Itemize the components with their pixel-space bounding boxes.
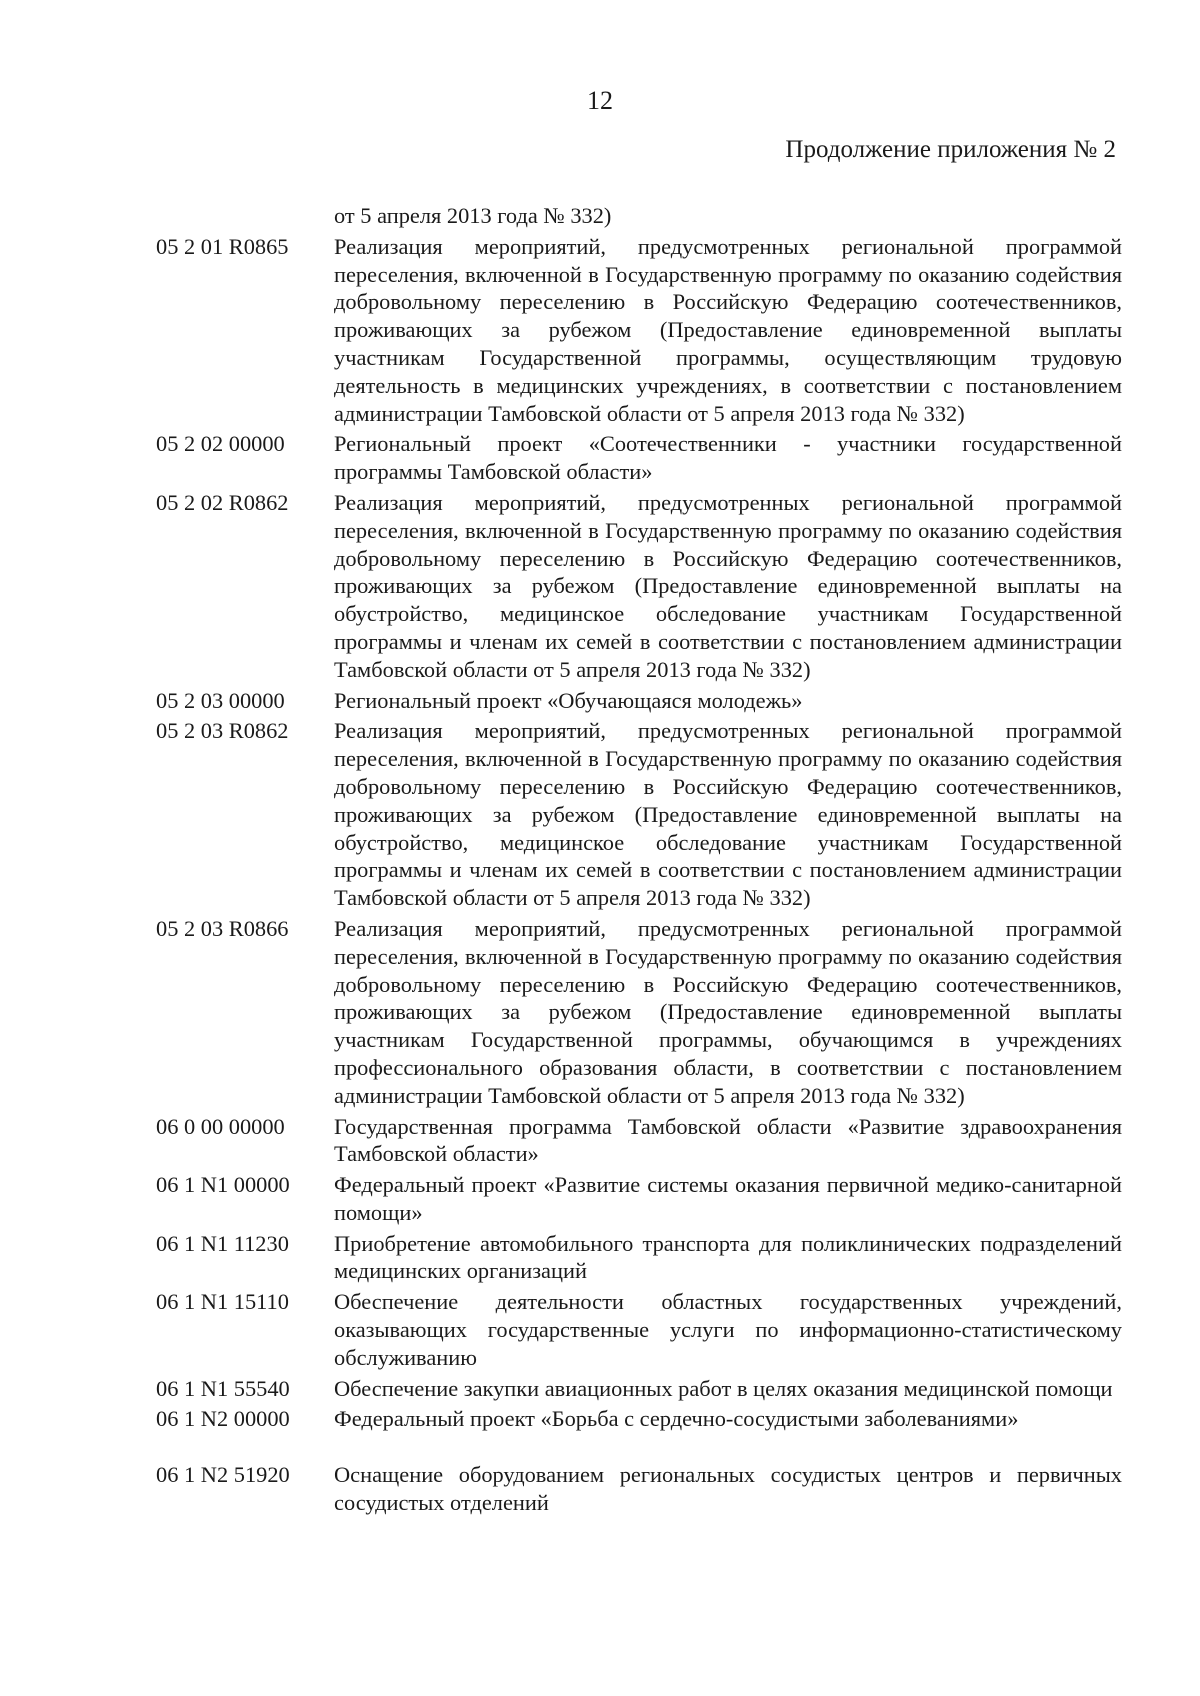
entry-description: Федеральный проект «Борьба с сердечно-сосудистыми заболеваниями» — [334, 1406, 1019, 1432]
entry-code: 06 1 N1 11230 — [156, 1230, 289, 1256]
list-item — [156, 1461, 1122, 1517]
list-item — [156, 1113, 1122, 1169]
entry-code: 05 2 02 00000 — [156, 431, 285, 457]
entry-code: 06 1 N1 00000 — [156, 1172, 290, 1198]
entry-code: 06 1 N2 51920 — [156, 1462, 290, 1488]
entry-description: Оснащение оборудованием региональных сосудистых центров и первичных сосудистых отделений — [334, 1462, 1122, 1516]
appendix-continuation-heading: Продолжение приложения № 2 — [785, 136, 1116, 163]
entry-description: от 5 апреля 2013 года № 332) — [334, 203, 612, 228]
entry-code: 05 2 02 R0862 — [156, 489, 289, 515]
list-item — [156, 1230, 1122, 1286]
entry-description: Региональный проект «Соотечественники - участники государственной программы Тамбовской области» — [334, 431, 1122, 485]
list-item — [156, 1405, 1122, 1433]
entry-code — [156, 202, 334, 230]
page-number: 12 — [587, 86, 613, 115]
entry-code: 05 2 03 R0866 — [156, 915, 289, 941]
entry-description: Обеспечение закупки авиационных работ в целях оказания медицинской помощи — [334, 1375, 1113, 1401]
list-item — [156, 1375, 1122, 1403]
entry-code: 06 1 N2 00000 — [156, 1406, 290, 1432]
list-item — [156, 1171, 1122, 1227]
list-item — [156, 233, 1122, 428]
list-item — [156, 202, 1122, 230]
entry-description: Государственная программа Тамбовской области «Развитие здравоохранения Тамбовской области» — [334, 1113, 1122, 1167]
entry-code: 06 0 00 00000 — [156, 1113, 285, 1139]
list-item — [156, 489, 1122, 684]
entry-code: 06 1 N1 55540 — [156, 1375, 290, 1401]
entry-description: Региональный проект «Обучающаяся молодежь» — [334, 687, 803, 713]
list-item — [156, 915, 1122, 1110]
entry-description: Реализация мероприятий, предусмотренных региональной программой переселения, включенной в Государственную программу по оказанию содействия добровольному переселению в Российскую Федерацию соотечественников, проживающих за рубежом (Предоставление единовременной выплаты на обустройство, медицинское обследование участникам Государственной программы и членам их семей в соответствии с постановлением администрации Тамбовской области от 5 апреля 2013 года № 332) — [334, 489, 1122, 682]
list-item — [156, 717, 1122, 912]
classification-list — [156, 202, 1122, 1520]
entry-description: Обеспечение деятельности областных государственных учреждений, оказывающих государственные услуги по информационно-статистическому обслуживанию — [334, 1289, 1122, 1370]
list-item — [156, 430, 1122, 486]
entry-description: Реализация мероприятий, предусмотренных региональной программой переселения, включенной в Государственную программу по оказанию содействия добровольному переселению в Российскую Федерацию соотечественников, проживающих за рубежом (Предоставление единовременной выплаты участникам Государственной программы, обучающимся в учреждениях профессионального образования области, в соответствии с постановлением администрации Тамбовской области от 5 апреля 2013 года № 332) — [334, 915, 1122, 1108]
entry-description: Приобретение автомобильного транспорта для поликлинических подразделений медицинских организаций — [334, 1230, 1122, 1284]
entry-code: 05 2 01 R0865 — [156, 233, 289, 259]
entry-code: 05 2 03 00000 — [156, 687, 285, 713]
entry-code: 05 2 03 R0862 — [156, 718, 289, 744]
entry-description: Реализация мероприятий, предусмотренных региональной программой переселения, включенной в Государственную программу по оказанию содействия добровольному переселению в Российскую Федерацию соотечественников, проживающих за рубежом (Предоставление единовременной выплаты на обустройство, медицинское обследование участникам Государственной программы и членам их семей в соответствии с постановлением администрации Тамбовской области от 5 апреля 2013 года № 332) — [334, 718, 1122, 911]
entry-code: 06 1 N1 15110 — [156, 1289, 289, 1315]
list-item — [156, 1288, 1122, 1371]
entry-description: Реализация мероприятий, предусмотренных региональной программой переселения, включенной в Государственную программу по оказанию содействия добровольному переселению в Российскую Федерацию соотечественников, проживающих за рубежом (Предоставление единовременной выплаты участникам Государственной программы, осуществляющим трудовую деятельность в медицинских учреждениях, в соответствии с постановлением администрации Тамбовской области от 5 апреля 2013 года № 332) — [334, 233, 1122, 426]
entry-description: Федеральный проект «Развитие системы оказания первичной медико-санитарной помощи» — [334, 1172, 1122, 1225]
list-item — [156, 687, 1122, 715]
